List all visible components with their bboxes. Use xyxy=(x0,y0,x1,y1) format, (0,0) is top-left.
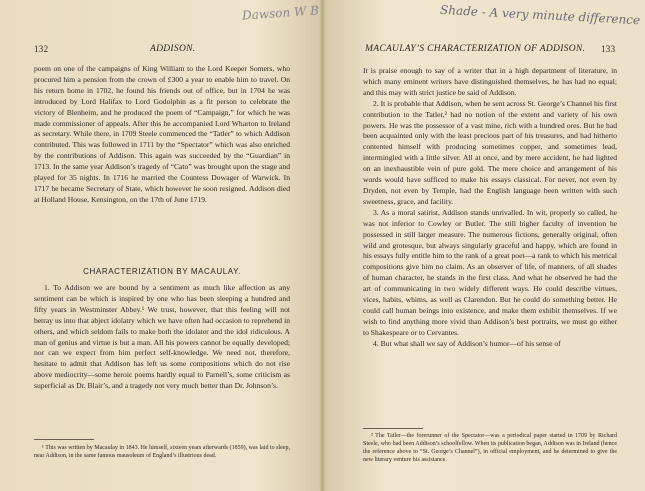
right-paragraph-1: It is praise enough to say of a writer that in a high department of literature, in which many eminent writers have distinguished themselves, he has had no equal; and this may with strict justice be said of Addison. xyxy=(363,66,617,97)
left-intro-paragraph: poem on one of the campaigns of King William to the Lord Keeper Somers, who procured him a pension from the crown of £300 a year to enable him to travel. On his return home in 1702, he found his friends out of office, but in 1704 he was introduced by Lord Halifax to Lord Godolphin as a fit person to celebrate the victory of Blenheim, and he produced the poem of “Campaign,” for which he was made commissioner of appeals. After this he accompanied Lord Wharton to Ireland as secretary. While there, in 1709 Steele commenced the “Tatler” to which Addison contributed. This was followed in 1711 by the “Spectator” which was also enriched by the contributions of Addison. This again was succeeded by the “Guardian” in 1713. In the same year Addison’s tragedy of “Cato” was brought upon the stage and played for 35 nights. In 1716 he married the Countess Dowager of Warwick. In 1717 he became Secretary of State, which however he soon resigned. Addison died at Holland House, Kensington, on the 17th of June 1719. xyxy=(34,64,290,204)
right-footnote-rule xyxy=(363,428,423,429)
right-page-title: MACAULAY’S CHARACTERIZATION OF ADDISON. xyxy=(365,44,586,54)
left-footnote-rule xyxy=(34,439,94,440)
right-paragraph-2: 2. It is probable that Addison, when he sent across St. George’s Channel his first contribution to the Tatler,² had no notion of the extent and variety of his own powers. He was the possessor of a vast mine, rich with a hundred ores. But he had been acquainted only with the least precious part of his treasures, and had hitherto contented himself with producing sometimes copper, and sometimes lead, intermingled with a little silver. All at once, and by mere accident, he had lighted on an inexhaustible vein of pure gold. The mere choice and arrangement of his words would have sufficed to make his essays classical. For never, not even by Dryden, not even by Temple, had the English language been written with such sweetness, grace, and facility. xyxy=(363,98,617,206)
handwritten-name: Dawson W B xyxy=(241,3,320,23)
right-paragraph-4: 4. But what shall we say of Addison’s humor—of his sense of xyxy=(373,338,561,348)
section-title: CHARACTERIZATION BY MACAULAY. xyxy=(83,267,241,276)
right-page-number: 133 xyxy=(601,44,616,54)
left-section-paragraph: 1. To Addison we are bound by a sentiment as much like affection as any sentiment can be which is inspired by one who has been sleeping a hundred and fifty years in Westminster Abbey.¹ We trust, however, that this feeling will not betray us into that abject idolatry which we have often had occasion to reprehend in others, and which seldom fails to make both the idolater and the idol ridiculous. A man of genius and virtue is but a man. All his powers cannot be equally developed; nor can we expect from him perfect self-knowledge. We need not, therefore, hesitate to admit that Addison has left us some compositions which do not rise above mediocrity—some heroic poems hardly equal to Parnell’s, some criticism as superficial as Dr. Blair’s, and a tragedy not very much better than Dr. Johnson’s. xyxy=(34,283,290,391)
left-footnote xyxy=(34,444,290,460)
right-footnote xyxy=(363,432,617,464)
right-footnote-text: ² The Tatler—the forerunner of the Spectator—was a periodical paper started in 1709 by Richard Steele, who had been Addison’s schoolfellow. When its publication began, Addison was in Ireland (hence the reference above to “St. George’s Channel”), in official employment, and he determined to give the new literary venture his assistance. xyxy=(363,433,617,463)
left-intro-text xyxy=(34,64,290,206)
left-page-number: 132 xyxy=(34,44,49,54)
right-paragraph-3: 3. As a moral satirist, Addison stands unrivalled. In wit, properly so called, he was not inferior to Cowley or Butler. The still higher faculty of invention he possessed in still larger measure. The numerous fictions, generally original, often wild and grotesque, but always singularly graceful and happy, which are found in his essays fully entitle him to the rank of a great poet—a rank to which his metrical compositions give him no claim. As an observer of life, of manners, of all shades of human character, he stands in the first class. And what he observed he had the art of communicating in two widely different ways. He could describe virtues, vices, habits, whims, as well as Clarendon. But he could do something better. He could call human beings into existence, and make them exhibit themselves. If we wish to find anything more vivid than Addison’s best portraits, we must go either to Shakespeare or to Cervantes. xyxy=(363,207,617,337)
left-footnote-text: ¹ This was written by Macaulay in 1843. He himself, sixteen years afterwards (1859), was laid to sleep, near Addison, in the same famous mausoleum of England’s illustrious dead. xyxy=(34,445,290,459)
left-page-title: ADDISON. xyxy=(150,44,196,54)
right-body-text xyxy=(363,66,617,350)
right-page xyxy=(323,0,645,491)
left-section-text xyxy=(34,283,290,392)
handwritten-note: Shade - A very minute difference xyxy=(439,2,641,28)
left-page xyxy=(0,0,322,491)
